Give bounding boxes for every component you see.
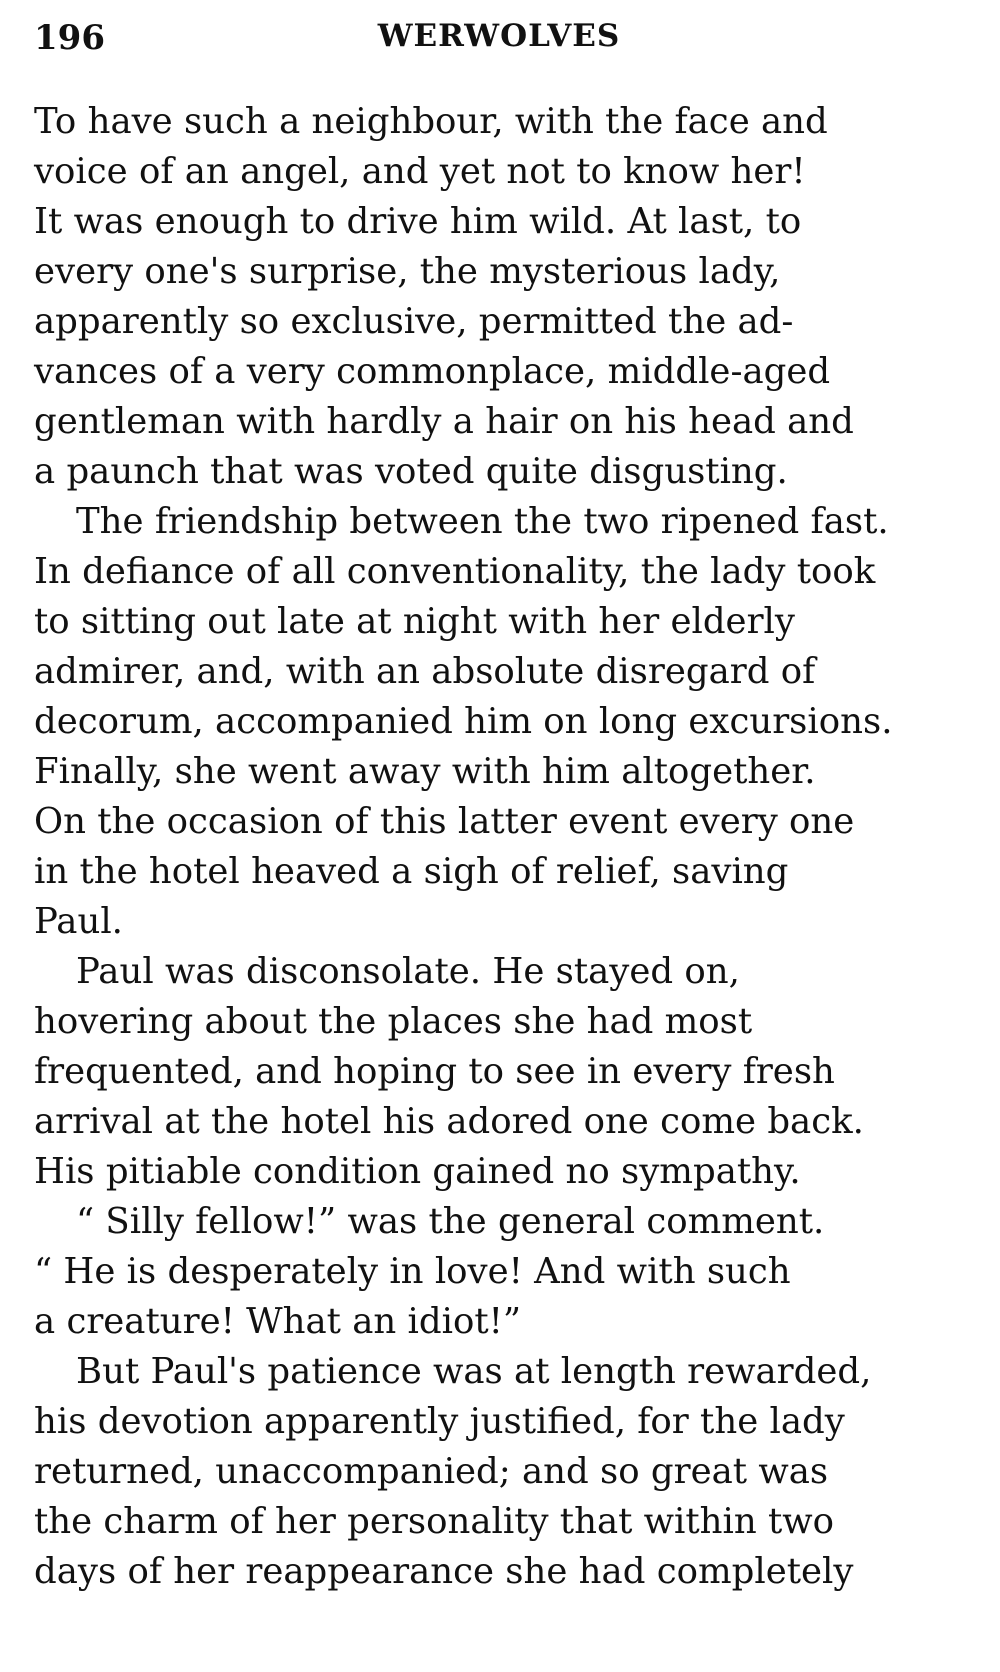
paragraph-start-line: The friendship between the two ripened fast. [76,501,889,542]
running-head [34,18,964,62]
text-line: apparently so exclusive, permitted the ad- [34,301,794,342]
text-line: arrival at the hotel his adored one come back. [34,1101,864,1142]
text-line: voice of an angel, and yet not to know her! [34,151,806,192]
paragraph-start-line: But Paul's patience was at length rewarded, [76,1351,872,1392]
paragraph-start-line: Paul was disconsolate. He stayed on, [76,951,740,992]
running-title: WERWOLVES [377,18,621,54]
text-line: To have such a neighbour, with the face and [34,101,828,142]
text-line: his devotion apparently justified, for the lady [34,1401,845,1442]
text-line: Finally, she went away with him altogether. [34,751,816,792]
page-number: 196 [34,18,105,58]
text-line: every one's surprise, the mysterious lady, [34,251,781,292]
text-line: “ He is desperately in love! And with such [34,1251,791,1292]
text-line: vances of a very commonplace, middle-aged [34,351,831,392]
text-line: Paul. [34,901,123,942]
text-line: decorum, accompanied him on long excursions. [34,701,893,742]
text-line: In defiance of all conventionality, the lady took [34,551,876,592]
text-line: frequented, and hoping to see in every fresh [34,1051,835,1092]
paragraph-start-line: “ Silly fellow!” was the general comment. [76,1201,825,1242]
text-line: admirer, and, with an absolute disregard of [34,651,816,692]
text-line: On the occasion of this latter event every one [34,801,855,842]
body-text [34,97,954,1597]
text-line: the charm of her personality that within two [34,1501,835,1542]
text-line: hovering about the places she had most [34,1001,753,1042]
text-line: His pitiable condition gained no sympathy. [34,1151,801,1192]
text-line: a creature! What an idiot!” [34,1301,521,1342]
text-line: days of her reappearance she had completely [34,1551,854,1592]
text-line: returned, unaccompanied; and so great was [34,1451,829,1492]
text-line: in the hotel heaved a sigh of relief, saving [34,851,789,892]
text-line: gentleman with hardly a hair on his head and [34,401,854,442]
text-line: to sitting out late at night with her elderly [34,601,795,642]
text-line: It was enough to drive him wild. At last, to [34,201,802,242]
text-line: a paunch that was voted quite disgusting. [34,451,788,492]
